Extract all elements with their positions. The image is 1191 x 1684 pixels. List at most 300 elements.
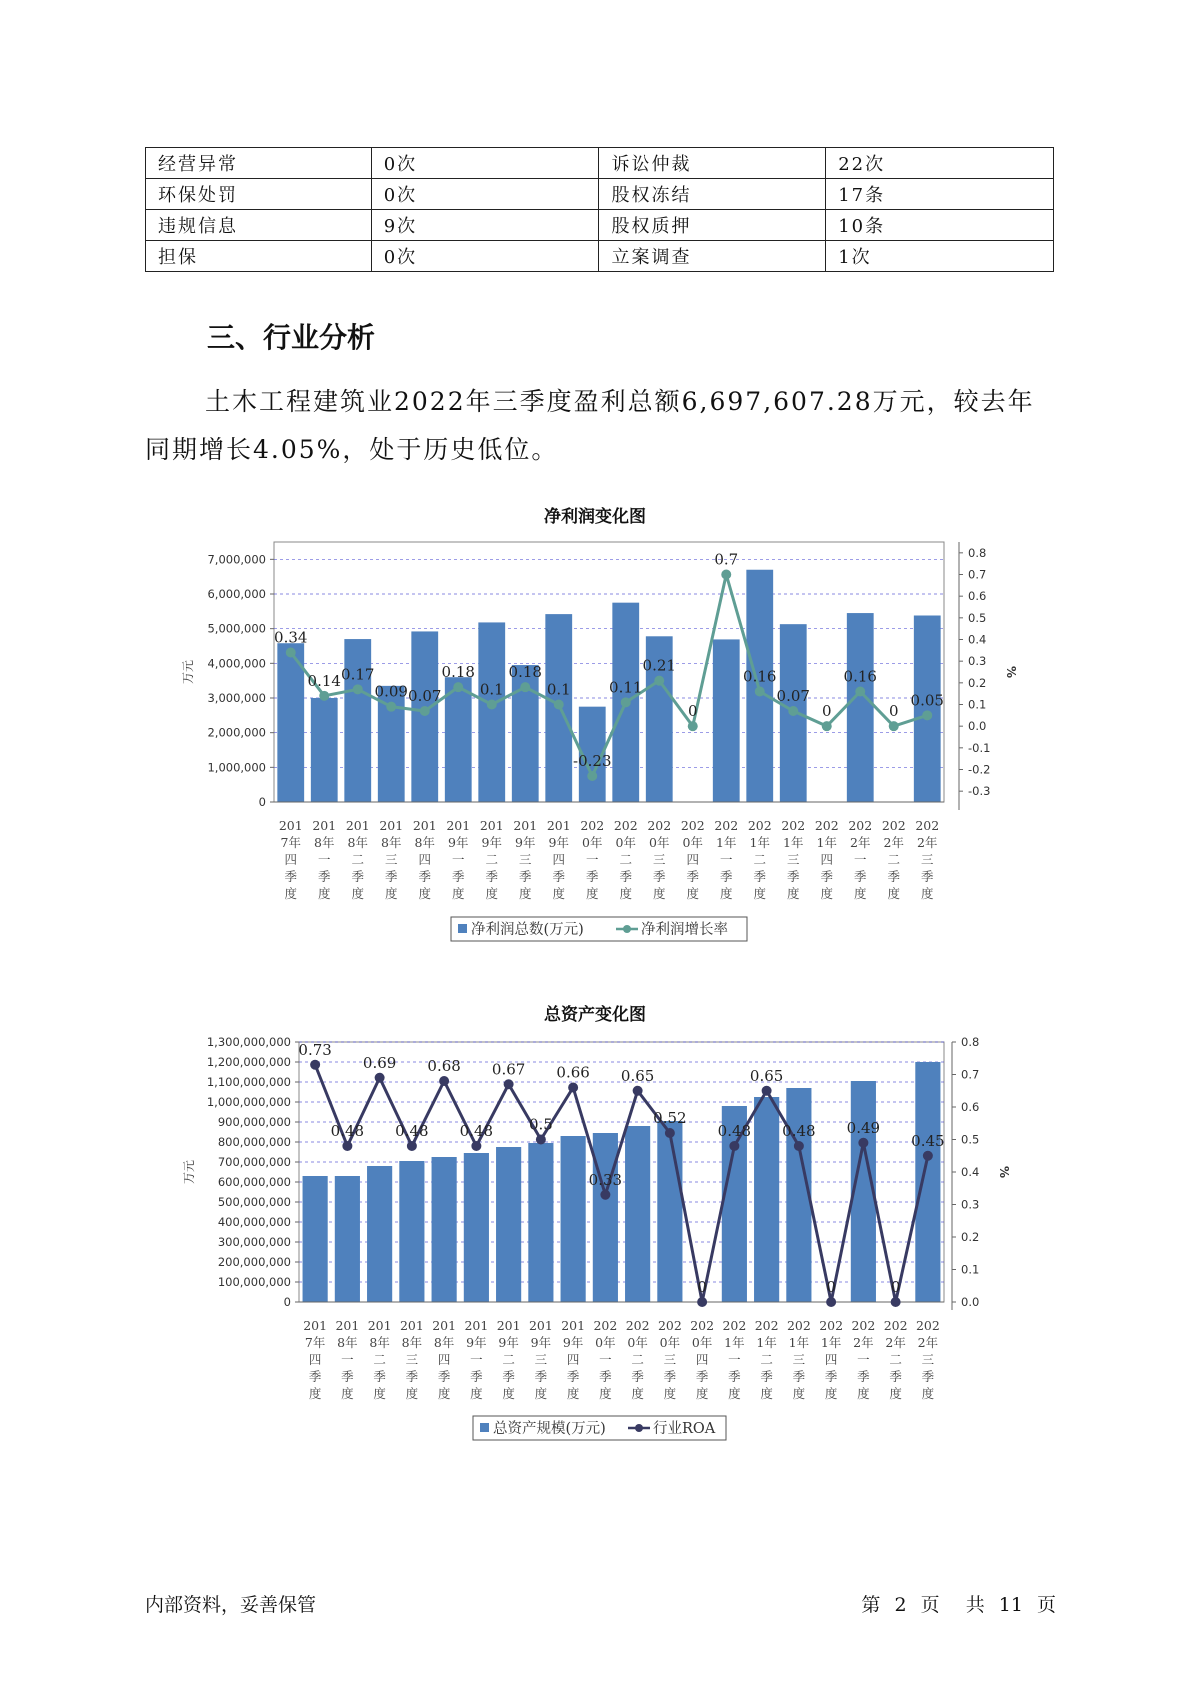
x-tick-label: 季 <box>373 1369 386 1384</box>
y-tick-label: 3,000,000 <box>207 691 266 705</box>
table-cell-value: 22次 <box>826 148 1054 179</box>
x-tick-label: 四 <box>566 1352 580 1367</box>
bar <box>528 1143 553 1302</box>
x-tick-label: 8年 <box>369 1335 390 1350</box>
x-tick-label: 季 <box>631 1369 644 1384</box>
x-tick-label: 四 <box>284 852 298 867</box>
x-tick-label: 2年 <box>917 835 938 850</box>
x-tick-label: 1年 <box>756 1335 777 1350</box>
data-label: 0.73 <box>298 1040 332 1059</box>
y2-tick-label: -0.2 <box>968 762 991 777</box>
data-label: 0.33 <box>588 1170 623 1189</box>
bar <box>432 1157 457 1302</box>
chart-title-net-profit: 净利润变化图 <box>544 507 646 527</box>
bar <box>915 1062 940 1302</box>
x-tick-label: 一 <box>599 1352 612 1367</box>
bar <box>561 1136 586 1302</box>
x-tick-label: 季 <box>518 869 532 884</box>
y2-tick-label: 0.8 <box>968 545 987 560</box>
data-label: 0.18 <box>441 663 475 682</box>
bar <box>625 1126 650 1302</box>
data-label: 0.66 <box>556 1063 590 1082</box>
line-point <box>858 1138 868 1148</box>
x-tick-label: 度 <box>686 886 700 901</box>
table-cell-value: 1次 <box>826 241 1054 272</box>
y-tick-label: 500,000,000 <box>217 1195 291 1209</box>
data-label: 0 <box>826 1278 836 1296</box>
y2-tick-label: 0.6 <box>968 589 987 604</box>
x-tick-label: 度 <box>308 1386 322 1401</box>
x-tick-label: 202 <box>851 1318 876 1333</box>
x-tick-label: 1年 <box>749 835 770 850</box>
data-label: -0.23 <box>573 752 612 770</box>
line-point <box>342 1141 352 1151</box>
table-cell-label: 经营异常 <box>146 148 372 179</box>
data-label: 0.5 <box>528 1115 553 1134</box>
x-tick-label: 二 <box>889 1352 902 1367</box>
legend-swatch-point <box>635 1424 643 1432</box>
data-label: 0 <box>888 702 899 721</box>
x-tick-label: 1年 <box>816 835 837 850</box>
y-tick-label: 5,000,000 <box>207 621 266 636</box>
y2-tick-label: 0.0 <box>961 1295 980 1309</box>
x-tick-label: 度 <box>470 1386 483 1401</box>
x-tick-label: 度 <box>920 886 934 901</box>
table-cell-value: 0次 <box>371 241 599 272</box>
x-tick-label: 度 <box>889 1386 902 1401</box>
x-tick-label: 8年 <box>381 835 402 850</box>
x-tick-label: 二 <box>760 1352 773 1367</box>
x-tick-label: 季 <box>405 1369 419 1384</box>
x-tick-label: 二 <box>351 852 365 867</box>
total-number: 11 <box>998 1594 1023 1616</box>
x-tick-label: 度 <box>373 1386 386 1401</box>
x-tick-label: 202 <box>883 1318 908 1333</box>
x-tick-label: 2年 <box>917 1335 939 1350</box>
x-tick-label: 202 <box>625 1318 650 1333</box>
x-tick-label: 2年 <box>853 1335 874 1350</box>
x-tick-label: 9年 <box>448 835 469 850</box>
x-tick-label: 三 <box>921 1352 935 1367</box>
bar <box>754 1097 779 1302</box>
bar <box>399 1161 424 1302</box>
x-tick-label: 202 <box>754 1318 779 1333</box>
x-tick-label: 季 <box>502 1369 515 1384</box>
x-tick-label: 度 <box>405 1386 419 1401</box>
data-label: 0.16 <box>743 667 777 686</box>
x-tick-label: 度 <box>695 1386 709 1401</box>
y2-tick-label: 0.6 <box>961 1100 980 1114</box>
x-tick-label: 季 <box>753 869 767 884</box>
y-tick-label: 100,000,000 <box>217 1275 291 1289</box>
legend-label: 净利润总数(万元) <box>471 922 584 938</box>
y-tick-label: 2,000,000 <box>207 725 266 740</box>
chart-title-total-assets: 总资产变化图 <box>544 1005 646 1025</box>
x-tick-label: 201 <box>513 818 538 833</box>
x-tick-label: 季 <box>566 1369 580 1384</box>
x-tick-label: 一 <box>719 852 733 867</box>
y-tick-label: 6,000,000 <box>207 587 266 601</box>
y2-tick-label: -0.1 <box>968 740 991 755</box>
data-label: 0.18 <box>508 663 542 682</box>
x-tick-label: 201 <box>432 1318 457 1333</box>
x-tick-label: 0年 <box>659 1335 681 1350</box>
data-label: 0.48 <box>459 1122 494 1140</box>
x-tick-label: 9年 <box>548 835 569 850</box>
x-tick-label: 1年 <box>716 835 737 850</box>
data-label: 0.7 <box>714 550 739 569</box>
x-tick-label: 202 <box>580 818 605 833</box>
table-cell-value: 17条 <box>826 179 1054 210</box>
y2-tick-label: 0.5 <box>961 1132 980 1147</box>
x-tick-label: 度 <box>437 1386 451 1401</box>
x-tick-label: 8年 <box>414 835 435 850</box>
x-tick-label: 度 <box>921 1386 935 1401</box>
x-tick-label: 201 <box>496 1318 521 1333</box>
x-tick-label: 度 <box>857 1386 870 1401</box>
y-tick-label: 400,000,000 <box>217 1215 291 1229</box>
x-tick-label: 季 <box>351 869 365 884</box>
x-tick-label: 四 <box>437 1352 451 1367</box>
x-tick-label: 8年 <box>433 1335 455 1350</box>
x-tick-label: 季 <box>719 869 733 884</box>
line-point <box>826 1297 836 1307</box>
x-tick-label: 202 <box>915 1318 940 1333</box>
x-tick-label: 8年 <box>401 1335 423 1350</box>
y-tick-label: 700,000,000 <box>217 1155 291 1169</box>
data-label: 0.11 <box>609 678 643 697</box>
x-tick-label: 度 <box>760 1386 773 1401</box>
y-axis-label: 万元 <box>182 1159 196 1185</box>
x-tick-label: 三 <box>384 852 398 867</box>
x-tick-label: 季 <box>824 1369 838 1384</box>
data-label: 0.17 <box>341 665 375 684</box>
data-label: 0.65 <box>620 1066 655 1085</box>
x-tick-label: 2年 <box>885 1335 906 1350</box>
y2-tick-label: 0.5 <box>968 610 987 625</box>
data-label: 0.52 <box>653 1109 687 1127</box>
x-tick-label: 二 <box>619 852 633 867</box>
x-tick-label: 四 <box>824 1352 838 1367</box>
y2-axis-label: % <box>997 1165 1011 1179</box>
x-tick-label: 季 <box>451 869 465 884</box>
x-tick-label: 201 <box>303 1318 328 1333</box>
x-tick-label: 一 <box>853 852 867 867</box>
x-tick-label: 度 <box>792 1386 806 1401</box>
table-cell-value: 9次 <box>371 210 599 241</box>
y-axis-label: 万元 <box>181 659 195 685</box>
y2-tick-label: 0.1 <box>961 1262 980 1277</box>
y-tick-label: 900,000,000 <box>217 1115 291 1129</box>
x-tick-label: 二 <box>753 852 767 867</box>
data-label: 0 <box>890 1278 901 1296</box>
x-tick-label: 202 <box>680 818 705 833</box>
x-tick-label: 202 <box>747 818 772 833</box>
x-tick-label: 202 <box>714 818 739 833</box>
y2-tick-label: 0.2 <box>968 675 987 690</box>
y-tick-label: 0 <box>283 1295 291 1309</box>
data-label: 0.1 <box>546 680 571 699</box>
y2-tick-label: 0.3 <box>968 654 987 669</box>
x-tick-label: 度 <box>753 886 767 901</box>
y2-tick-label: 0.7 <box>961 1067 980 1082</box>
x-tick-label: 度 <box>719 886 733 901</box>
data-label: 0.1 <box>479 680 504 699</box>
x-tick-label: 1年 <box>820 1335 842 1350</box>
x-tick-label: 二 <box>887 852 901 867</box>
x-tick-label: 202 <box>814 818 839 833</box>
x-tick-label: 三 <box>534 1352 548 1367</box>
y-tick-label: 4,000,000 <box>207 656 266 671</box>
x-tick-label: 202 <box>690 1318 715 1333</box>
x-tick-label: 202 <box>915 818 940 833</box>
y2-tick-label: 0.2 <box>961 1230 980 1244</box>
x-tick-label: 度 <box>728 1386 741 1401</box>
x-tick-label: 季 <box>686 869 700 884</box>
table-cell-label: 担保 <box>146 241 372 272</box>
x-tick-label: 9年 <box>466 1335 487 1350</box>
x-tick-label: 季 <box>284 869 298 884</box>
x-tick-label: 202 <box>781 818 806 833</box>
y2-tick-label: 0.4 <box>968 632 987 647</box>
y-tick-label: 7,000,000 <box>207 552 266 567</box>
legend-label: 行业ROA <box>653 1421 716 1437</box>
x-tick-label: 度 <box>853 886 867 901</box>
data-label: 0.21 <box>642 656 676 675</box>
footer-confidential: 内部资料，妥善保管 <box>145 1594 317 1616</box>
data-label: 0.07 <box>776 687 810 705</box>
x-tick-label: 度 <box>820 886 834 901</box>
table-cell-label: 环保处罚 <box>146 179 372 210</box>
x-tick-label: 9年 <box>481 835 502 850</box>
x-tick-label: 7年 <box>304 1335 326 1350</box>
x-tick-label: 度 <box>663 1386 677 1401</box>
x-tick-label: 0年 <box>649 835 670 850</box>
bar <box>496 1147 521 1302</box>
x-tick-label: 度 <box>619 886 633 901</box>
table-cell-label: 违规信息 <box>146 210 372 241</box>
data-label: 0.05 <box>910 691 944 710</box>
x-tick-label: 季 <box>341 1369 354 1384</box>
x-tick-label: 四 <box>695 1352 709 1367</box>
x-tick-label: 202 <box>819 1318 844 1333</box>
y2-tick-label: 0.8 <box>961 1035 980 1049</box>
table-cell-label: 股权质押 <box>599 210 826 241</box>
x-tick-label: 三 <box>792 1352 806 1367</box>
data-label: 0.68 <box>427 1057 461 1075</box>
x-tick-label: 季 <box>921 1369 935 1384</box>
line-point <box>568 1083 578 1093</box>
industry-summary-paragraph: 土木工程建筑业2022年三季度盈利总额6,697,607.28万元，较去年同期增长4.05%，处于历史低位。 <box>145 387 1035 464</box>
line-point <box>536 1135 546 1145</box>
x-tick-label: 8年 <box>347 835 368 850</box>
data-label: 0.34 <box>274 628 308 647</box>
x-tick-label: 度 <box>599 1386 612 1401</box>
x-tick-label: 1年 <box>783 835 804 850</box>
x-tick-label: 三 <box>518 852 532 867</box>
data-label: 0.48 <box>395 1122 429 1140</box>
x-tick-label: 季 <box>853 869 867 884</box>
x-tick-label: 度 <box>631 1386 644 1401</box>
x-tick-label: 度 <box>451 886 465 901</box>
x-tick-label: 季 <box>485 869 499 884</box>
y2-tick-label: -0.3 <box>968 784 991 799</box>
bar <box>657 1121 682 1302</box>
y-tick-label: 800,000,000 <box>217 1135 291 1149</box>
x-tick-label: 季 <box>857 1369 870 1384</box>
x-tick-label: 季 <box>599 1369 612 1384</box>
x-tick-label: 201 <box>379 818 404 833</box>
x-tick-label: 一 <box>341 1352 354 1367</box>
total-unit: 页 <box>1036 1594 1056 1616</box>
table-cell-label: 立案调查 <box>599 241 826 272</box>
y-tick-label: 0 <box>258 795 266 809</box>
x-tick-label: 度 <box>485 886 499 901</box>
bar <box>464 1153 489 1302</box>
x-tick-label: 度 <box>284 886 298 901</box>
table-cell-label: 股权冻结 <box>599 179 826 210</box>
x-tick-label: 季 <box>820 869 834 884</box>
x-tick-label: 季 <box>889 1369 902 1384</box>
x-tick-label: 201 <box>399 1318 424 1333</box>
x-tick-label: 三 <box>920 852 934 867</box>
x-tick-label: 季 <box>308 1369 322 1384</box>
total-label: 共 <box>965 1594 985 1616</box>
x-tick-label: 季 <box>695 1369 709 1384</box>
x-tick-label: 季 <box>585 869 599 884</box>
x-tick-label: 度 <box>566 1386 580 1401</box>
table-cell-value: 10条 <box>826 210 1054 241</box>
data-label: 0.49 <box>846 1118 881 1137</box>
y-tick-label: 1,000,000,000 <box>206 1095 291 1109</box>
x-tick-label: 201 <box>546 818 571 833</box>
x-tick-label: 度 <box>418 886 432 901</box>
data-label: 0 <box>821 702 832 721</box>
x-tick-label: 一 <box>857 1352 870 1367</box>
line-point <box>600 1190 610 1200</box>
line-point <box>439 1076 449 1086</box>
y2-tick-label: 0.3 <box>961 1197 980 1212</box>
line-point <box>471 1141 481 1151</box>
line-point <box>891 1297 901 1307</box>
x-tick-label: 季 <box>552 869 566 884</box>
x-tick-label: 201 <box>367 1318 392 1333</box>
x-tick-label: 2年 <box>883 835 904 850</box>
bar <box>335 1176 360 1302</box>
x-tick-label: 201 <box>561 1318 586 1333</box>
x-tick-label: 季 <box>652 869 666 884</box>
table-cell-value: 0次 <box>371 148 599 179</box>
data-label: 0.09 <box>374 682 408 701</box>
x-tick-label: 度 <box>585 886 599 901</box>
page-number: 2 <box>894 1594 907 1616</box>
data-label: 0.45 <box>911 1131 945 1150</box>
x-tick-label: 二 <box>373 1352 386 1367</box>
x-tick-label: 二 <box>485 852 499 867</box>
y2-tick-label: 0.1 <box>968 697 987 712</box>
y-tick-label: 200,000,000 <box>217 1255 291 1269</box>
x-tick-label: 202 <box>647 818 672 833</box>
x-tick-label: 度 <box>786 886 800 901</box>
x-tick-label: 7年 <box>280 835 301 850</box>
data-label: 0.69 <box>362 1053 397 1072</box>
x-tick-label: 9年 <box>515 835 536 850</box>
chart-legend <box>473 1416 726 1440</box>
x-tick-label: 季 <box>619 869 633 884</box>
x-tick-label: 9年 <box>498 1335 519 1350</box>
x-tick-label: 201 <box>528 1318 553 1333</box>
x-tick-label: 201 <box>464 1318 489 1333</box>
x-tick-label: 季 <box>663 1369 677 1384</box>
data-label: 0.16 <box>843 667 877 686</box>
x-tick-label: 202 <box>786 1318 811 1333</box>
legend-label: 总资产规模(万元) <box>493 1421 606 1437</box>
x-tick-label: 度 <box>824 1386 838 1401</box>
x-tick-label: 0年 <box>615 835 636 850</box>
table-cell-label: 诉讼仲裁 <box>599 148 826 179</box>
line-point <box>407 1141 417 1151</box>
x-tick-label: 一 <box>470 1352 483 1367</box>
line-point <box>794 1141 804 1151</box>
x-tick-label: 二 <box>502 1352 515 1367</box>
x-tick-label: 三 <box>663 1352 677 1367</box>
x-tick-label: 季 <box>786 869 800 884</box>
x-tick-label: 8年 <box>337 1335 358 1350</box>
section-heading: 三、行业分析 <box>207 321 376 354</box>
x-tick-label: 2年 <box>850 835 871 850</box>
x-tick-label: 9年 <box>562 1335 584 1350</box>
x-tick-label: 0年 <box>682 835 703 850</box>
x-tick-label: 季 <box>920 869 934 884</box>
x-tick-label: 季 <box>384 869 398 884</box>
legend-swatch-bars <box>480 1423 489 1432</box>
x-tick-label: 201 <box>345 818 370 833</box>
y-tick-label: 1,200,000,000 <box>206 1055 291 1069</box>
x-tick-label: 201 <box>412 818 437 833</box>
legend-label: 净利润增长率 <box>641 922 728 938</box>
x-tick-label: 季 <box>792 1369 806 1384</box>
x-tick-label: 201 <box>312 818 337 833</box>
data-label: 0 <box>697 1278 707 1296</box>
line-point <box>665 1128 675 1138</box>
x-tick-label: 0年 <box>595 1335 616 1350</box>
y-tick-label: 300,000,000 <box>217 1235 291 1249</box>
x-tick-label: 202 <box>593 1318 618 1333</box>
bar <box>367 1166 392 1302</box>
x-tick-label: 1年 <box>788 1335 810 1350</box>
x-tick-label: 201 <box>278 818 303 833</box>
x-tick-label: 度 <box>317 886 331 901</box>
data-label: 0.07 <box>408 687 442 705</box>
x-tick-label: 季 <box>534 1369 548 1384</box>
data-label: 0.48 <box>717 1122 752 1140</box>
y2-tick-label: 0.4 <box>961 1165 980 1179</box>
x-tick-label: 度 <box>652 886 666 901</box>
x-tick-label: 一 <box>451 852 465 867</box>
x-tick-label: 四 <box>418 852 432 867</box>
x-tick-label: 四 <box>552 852 566 867</box>
x-tick-label: 度 <box>341 1386 354 1401</box>
x-tick-label: 度 <box>384 886 398 901</box>
y2-tick-label: 0.0 <box>968 719 987 734</box>
x-tick-label: 度 <box>534 1386 548 1401</box>
x-tick-label: 度 <box>552 886 566 901</box>
bar <box>303 1176 328 1302</box>
y2-axis-label: % <box>1004 665 1018 679</box>
x-tick-label: 一 <box>585 852 599 867</box>
x-tick-label: 四 <box>820 852 834 867</box>
x-tick-label: 季 <box>887 869 901 884</box>
